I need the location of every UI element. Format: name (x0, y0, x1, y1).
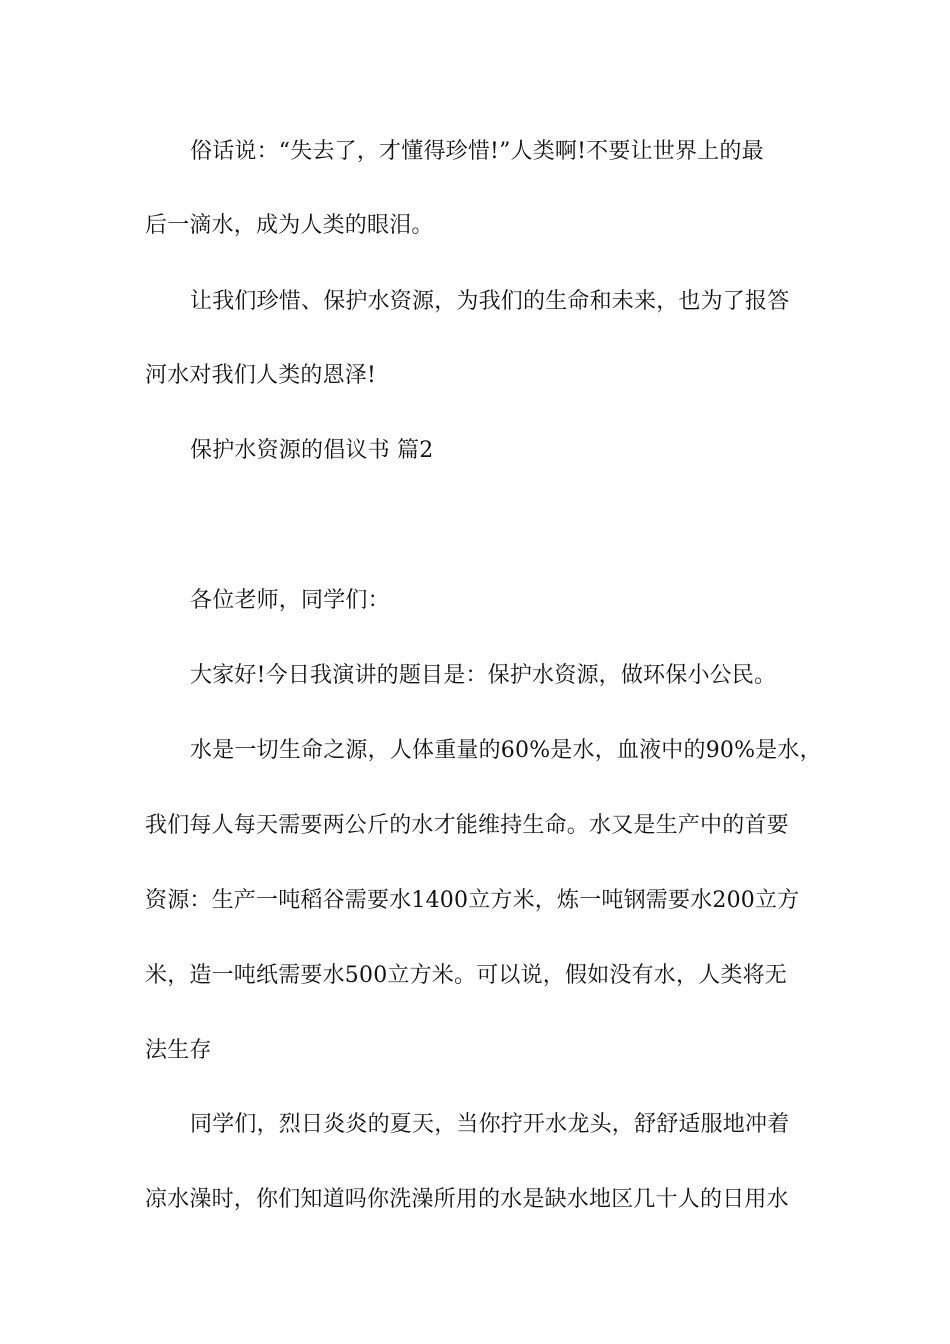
paragraph-line: 河水对我们人类的恩泽! (145, 363, 377, 388)
paragraph-line: 俗话说：“失去了，才懂得珍惜!”人类啊!不要让世界上的最 (190, 139, 764, 164)
paragraph-line: 凉水澡时，你们知道吗你洗澡所用的水是缺水地区几十人的日用水 (145, 1187, 789, 1212)
paragraph-line: 让我们珍惜、保护水资源，为我们的生命和未来，也为了报答 (190, 289, 790, 314)
paragraph-line: 法生存 (145, 1038, 212, 1063)
salutation-line: 各位老师，同学们： (190, 588, 390, 613)
paragraph-line: 资源：生产一吨稻谷需要水1400立方米，炼一吨钢需要水200立方 (145, 888, 800, 913)
paragraph-line: 水是一切生命之源，人体重量的60%是水，血液中的90%是水， (190, 738, 822, 763)
paragraph-line: 同学们，烈日炎炎的夏天，当你拧开水龙头，舒舒适服地冲着 (190, 1112, 790, 1137)
paragraph-line: 后一滴水，成为人类的眼泪。 (145, 213, 434, 238)
paragraph-line: 我们每人每天需要两公斤的水才能维持生命。水又是生产中的首要 (145, 813, 789, 838)
paragraph-line: 大家好!今日我演讲的题目是：保护水资源，做环保小公民。 (190, 663, 777, 688)
section-heading: 保护水资源的倡议书 篇2 (190, 438, 434, 463)
paragraph-line: 米，造一吨纸需要水500立方米。可以说，假如没有水，人类将无 (145, 963, 787, 988)
